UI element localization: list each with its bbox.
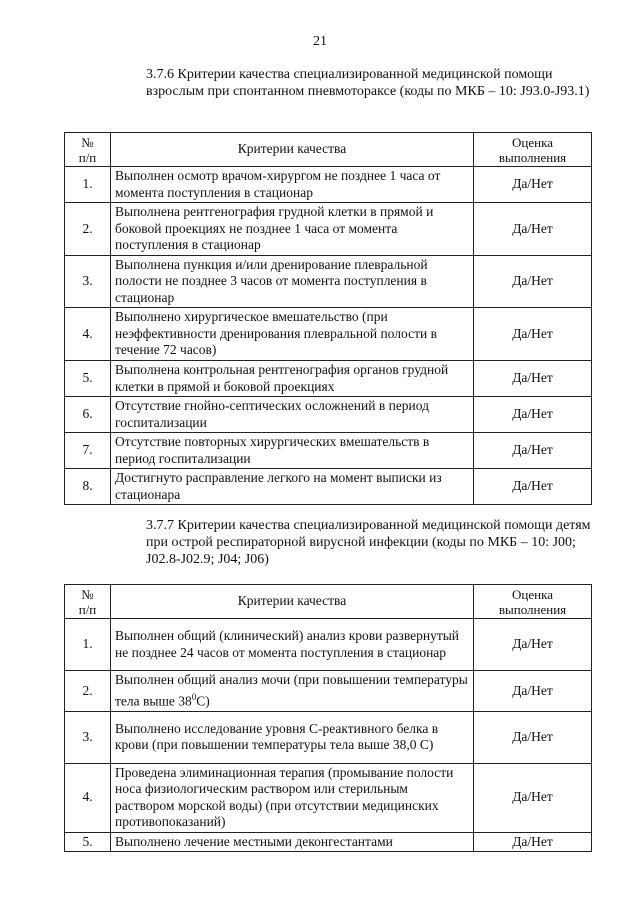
quality-criteria-table-arvi (64, 584, 592, 852)
row-num: 4. (65, 763, 111, 832)
table-row (65, 361, 592, 397)
header-criteria: Критерии качества (111, 585, 474, 619)
row-criteria: Выполнена контрольная рентгенография органов грудной клетки в прямой и боковой проекциях (111, 361, 474, 397)
row-evaluation: Да/Нет (474, 671, 592, 712)
row-num: 6. (65, 397, 111, 433)
row-criteria: Отсутствие повторных хирургических вмешательств в период госпитализации (111, 433, 474, 469)
page-number: 21 (313, 34, 327, 49)
row-num: 2. (65, 671, 111, 712)
row-num: 7. (65, 433, 111, 469)
section-heading-3-7-7: 3.7.7 Критерии качества специализированной медицинской помощи детям при острой респираторной вирусной инфекции (коды по МКБ – 10: J00; J02.8-J02.9; J04; J06) (146, 518, 591, 567)
row-num: 1. (65, 619, 111, 671)
row-criteria: Выполнена пункция и/или дренирование плевральной полости не позднее 3 часов от момента поступления в стационар (111, 255, 474, 308)
table-header-row (65, 133, 592, 167)
row-num: 3. (65, 711, 111, 763)
row-evaluation: Да/Нет (474, 711, 592, 763)
table-header-row (65, 585, 592, 619)
row-evaluation: Да/Нет (474, 255, 592, 308)
row-criteria: Выполнено хирургическое вмешательство (при неэффективности дренирования плевральной полости в течение 72 часов) (111, 308, 474, 361)
table-row (65, 167, 592, 203)
table-row (65, 433, 592, 469)
row-num: 5. (65, 832, 111, 852)
row-criteria: Достигнуто расправление легкого на момент выписки из стационара (111, 469, 474, 505)
table-row (65, 397, 592, 433)
table-row (65, 619, 592, 671)
row-num: 5. (65, 361, 111, 397)
row-criteria: Выполнено лечение местными деконгестантами (111, 832, 474, 852)
row-num: 3. (65, 255, 111, 308)
row-criteria: Выполнена рентгенография грудной клетки в прямой и боковой проекциях не позднее 1 часа от момента поступления в стационар (111, 203, 474, 256)
table-row (65, 711, 592, 763)
row-evaluation: Да/Нет (474, 763, 592, 832)
row-criteria: Выполнен осмотр врачом-хирургом не позднее 1 часа от момента поступления в стационар (111, 167, 474, 203)
header-evaluation: Оценка выполнения (474, 585, 592, 619)
header-num: № п/п (65, 133, 111, 167)
row-evaluation: Да/Нет (474, 361, 592, 397)
criteria-text-end: С) (196, 693, 210, 708)
row-evaluation: Да/Нет (474, 308, 592, 361)
degree-superscript: 0 (191, 691, 197, 702)
table-row (65, 203, 592, 256)
row-evaluation: Да/Нет (474, 167, 592, 203)
table-row (65, 832, 592, 852)
row-criteria: Выполнено исследование уровня С-реактивного белка в крови (при повышении температуры тела выше 38,0 С) (111, 711, 474, 763)
row-evaluation: Да/Нет (474, 832, 592, 852)
header-criteria: Критерии качества (111, 133, 474, 167)
row-num: 8. (65, 469, 111, 505)
table-row (65, 763, 592, 832)
table-row (65, 469, 592, 505)
row-criteria: Отсутствие гнойно-септических осложнений в период госпитализации (111, 397, 474, 433)
row-num: 1. (65, 167, 111, 203)
table-row (65, 671, 592, 712)
criteria-text: Выполнен общий анализ мочи (при повышении температуры тела выше 38 (115, 672, 468, 708)
row-num: 2. (65, 203, 111, 256)
row-criteria (111, 671, 474, 712)
row-evaluation: Да/Нет (474, 433, 592, 469)
table-row (65, 255, 592, 308)
row-evaluation: Да/Нет (474, 203, 592, 256)
row-evaluation: Да/Нет (474, 619, 592, 671)
section-heading-3-7-6: 3.7.6 Критерии качества специализированной медицинской помощи взрослым при спонтанном пневмотораксе (коды по МКБ – 10: J93.0-J93.1) (146, 67, 590, 99)
row-criteria: Выполнен общий (клинический) анализ крови развернутый не позднее 24 часов от момента поступления в стационар (111, 619, 474, 671)
row-evaluation: Да/Нет (474, 397, 592, 433)
table-row (65, 308, 592, 361)
row-criteria: Проведена элиминационная терапия (промывание полости носа физиологическим раствором или стерильным раствором морской воды) (при отсутствии медицинских противопоказаний) (111, 763, 474, 832)
header-evaluation: Оценка выполнения (474, 133, 592, 167)
row-evaluation: Да/Нет (474, 469, 592, 505)
row-num: 4. (65, 308, 111, 361)
quality-criteria-table-pneumothorax (64, 132, 592, 505)
header-num: № п/п (65, 585, 111, 619)
